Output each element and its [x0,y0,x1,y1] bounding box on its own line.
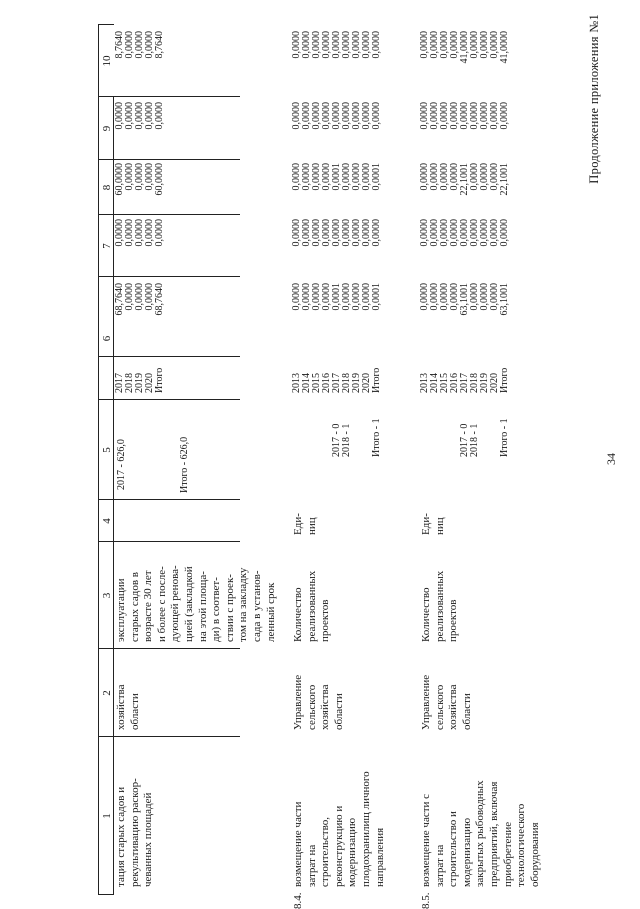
row-85-unit: Еди- ниц [420,513,447,535]
row-84-col9: 0,0000 0,0000 0,0000 0,0000 0,0000 0,0000 0,0000 0,0000 0,0000 [292,102,382,157]
row-85-col10: 0,0000 0,0000 0,0000 0,0000 41,0000 0,0000 0,0000 0,0000 41,0000 [420,31,510,93]
row-85-col7: 0,0000 0,0000 0,0000 0,0000 0,0000 0,0000 0,0000 0,0000 0,0000 [420,219,510,273]
row-84-number: 8.4. [292,893,305,909]
col-header-7: 7 [100,215,114,277]
col-header-5: 5 [100,400,114,500]
col-header-9: 9 [100,97,114,160]
row-85-years: 2013 2014 2015 2016 2017 2018 2019 2020 Итого [420,368,510,393]
col-divider [98,541,240,542]
col-divider [98,648,240,649]
row-84-targets: 2017 - 0 2018 - 1 Итого - 1 [332,418,382,457]
cont-row-col8: 60,0000 0,0000 0,0000 0,0000 60,0000 [115,163,165,213]
col-header-1: 1 [100,737,114,895]
row-84-unit: Еди- ниц [292,513,319,535]
cont-row-description: тация старых садов и рекультивацию раскор- чеванных площадей [115,778,156,887]
cont-row-executor: хозяйства области [115,685,142,731]
row-85-col9: 0,0000 0,0000 0,0000 0,0000 0,0000 0,0000 0,0000 0,0000 0,0000 [420,102,510,157]
cont-row-col7: 0,0000 0,0000 0,0000 0,0000 0,0000 [115,219,165,273]
row-84-years: 2013 2014 2015 2016 2017 2018 2019 2020 Итого [292,368,382,393]
cont-row-years: 2017 2018 2019 2020 Итого [115,368,165,393]
cont-row-target-2017: 2017 - 626,0 [115,439,128,490]
col-divider [98,356,240,357]
col-divider [98,499,240,500]
row-84-col7: 0,0000 0,0000 0,0000 0,0000 0,0000 0,0000 0,0000 0,0000 0,0000 [292,219,382,273]
table-top-border [98,97,99,895]
row-84-indicator: Количество реализованных проектов [292,571,333,642]
col-header-8: 8 [100,160,114,215]
col-divider [98,159,240,160]
col-header-4: 4 [100,500,114,542]
table-top-border [98,25,99,97]
col-divider [98,214,240,215]
row-84-col10: 0,0000 0,0000 0,0000 0,0000 0,0000 0,0000 0,0000 0,0000 0,0000 [292,31,382,93]
cont-row-col9: 0,0000 0,0000 0,0000 0,0000 0,0000 [115,102,165,157]
row-85-number: 8.5. [420,893,433,909]
row-85-description: возмещение части с затрат на строительство и модернизацию закрытых рыбоводных предприятий, включая приобретение технологического оборудования [420,780,542,887]
row-84-description: возмещение части затрат на строительство, реконструкцию и модернизацию плодохранилищ личного направления [292,771,387,887]
col-header-6: 6 [100,277,114,400]
row-84-col6: 0,0000 0,0000 0,0000 0,0000 0,0001 0,0000 0,0000 0,0000 0,0001 [292,283,382,345]
col-divider [98,24,114,25]
row-85-indicator: Количество реализованных проектов [420,571,461,642]
col-header-2: 2 [100,649,114,737]
row-84-executor: Управление сельского хозяйства области [292,675,346,730]
col-divider [98,96,240,97]
row-85-executor: Управление сельского хозяйства области [420,675,474,730]
cont-row-col6: 68,7640 0,0000 0,0000 0,0000 68,7640 [115,283,165,345]
row-85-col8: 0,0000 0,0000 0,0000 0,0000 22,1001 0,0000 0,0000 0,0000 22,1001 [420,163,510,213]
row-85-targets: 2017 - 0 2018 - 1 Итого - 1 [460,418,510,457]
page-number: 34 [605,453,618,465]
cont-row-target-total: Итого - 626,0 [178,437,191,493]
cont-row-indicator: эксплуатации старых садов в возрасте 30 лет и более с после- дующей ренова- цией (закладкой на этой площа- ди) в соответ- ствии с проек- том на закладку сада в установ- ленный срок [115,565,278,642]
cont-row-col10: 8,7640 0,0000 0,0000 0,0000 8,7640 [115,31,165,93]
row-85-col6: 0,0000 0,0000 0,0000 0,0000 63,1001 0,0000 0,0000 0,0000 63,1001 [420,283,510,345]
row-84-col8: 0,0000 0,0000 0,0000 0,0000 0,0001 0,0000 0,0000 0,0000 0,0001 [292,163,382,213]
col-divider [98,399,240,400]
col-header-10: 10 [100,25,114,97]
col-header-3: 3 [100,542,114,649]
col-divider [98,736,240,737]
col-divider [98,276,240,277]
appendix-continuation-title: Продолжение приложения №1 [588,14,601,184]
